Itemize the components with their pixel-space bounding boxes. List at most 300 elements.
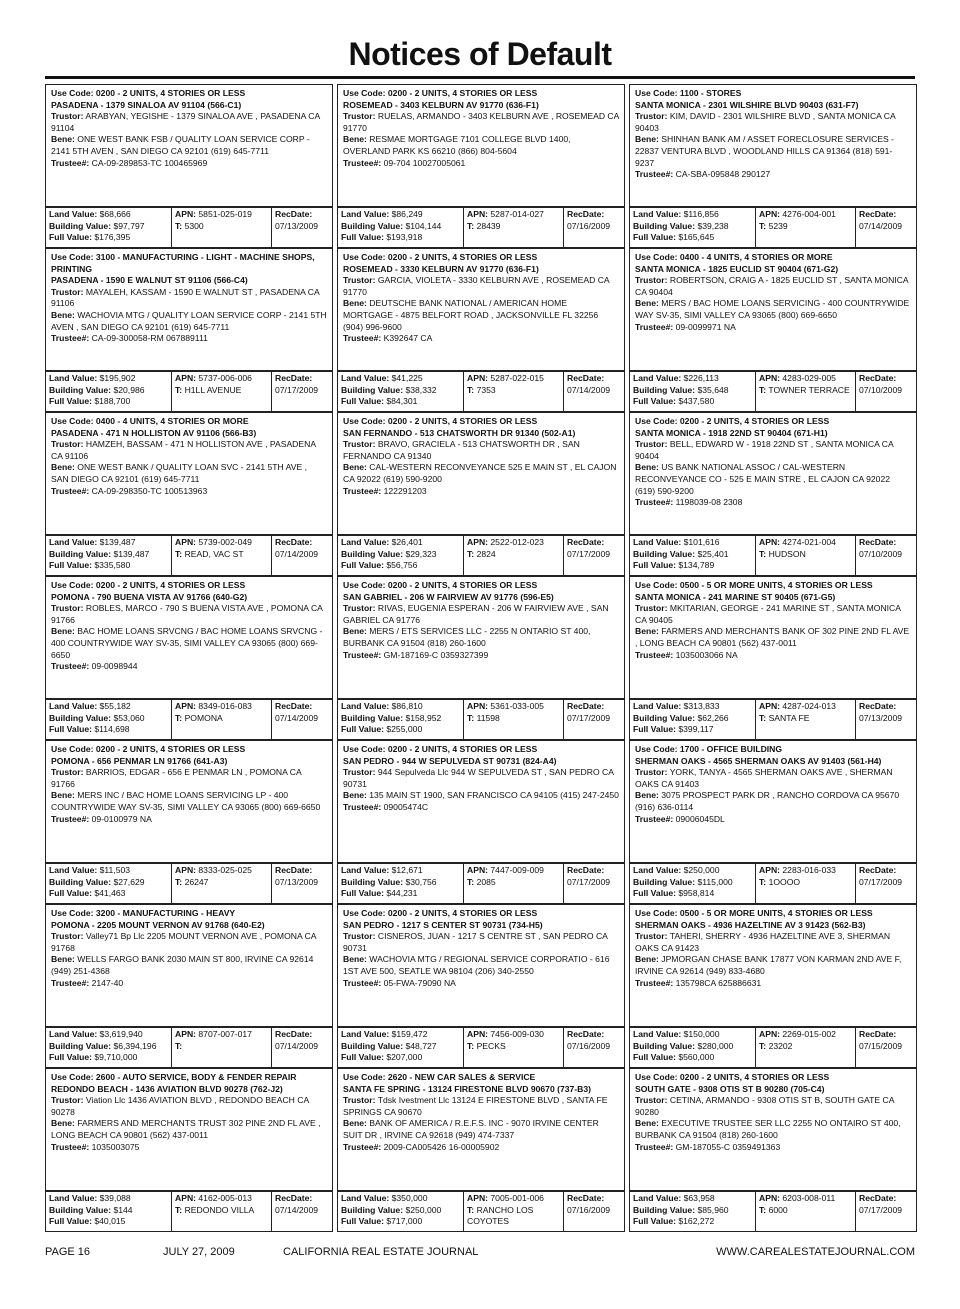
trustor-value: ARABYAN, YEGISHE - 1379 SINALOA AVE , PASADENA CA 91104 <box>51 111 320 133</box>
full-value-value: $207,000 <box>386 1052 423 1063</box>
land-value-value: $86,810 <box>391 701 423 711</box>
full-value-value: $193,918 <box>386 232 423 243</box>
beneficiary-value: BANK OF AMERICA / R.E.F.S. INC - 9070 IRVINE CENTER SUIT DR , IRVINE CA 92618 (949) 474-7337 <box>343 1118 599 1140</box>
trustor-label: Trustor: <box>343 603 376 614</box>
recdate-label: RecDate: <box>567 209 605 219</box>
notice-info <box>337 740 625 863</box>
full-value <box>633 724 752 736</box>
tract-label: T: <box>759 712 767 723</box>
apn-column <box>171 700 271 739</box>
apn <box>175 1029 268 1041</box>
recdate-column <box>563 700 624 739</box>
trustee-number-value: 05-FWA-79090 NA <box>383 977 456 988</box>
notice-card <box>337 1068 625 1232</box>
recdate-column <box>855 1192 916 1231</box>
apn-label: APN: <box>759 865 781 875</box>
beneficiary-value: FARMERS AND MERCHANTS BANK OF 302 PINE 2ND FL AVE , LONG BEACH CA 90801 (562) 437-0011 <box>635 626 910 648</box>
full-value-label: Full Value: <box>633 232 676 243</box>
trustee-number-value: K392647 CA <box>383 333 433 344</box>
full-value <box>49 724 168 736</box>
apn <box>759 1029 852 1041</box>
values-column <box>338 208 463 247</box>
apn-column <box>755 372 855 411</box>
trustor-label: Trustor: <box>51 931 84 942</box>
land-value-value: $86,249 <box>391 209 423 219</box>
land-value-value: $26,401 <box>391 537 423 547</box>
full-value-value: $399,117 <box>678 724 714 735</box>
tract <box>759 385 852 397</box>
trustee-number-label: Trustee#: <box>51 157 90 168</box>
property-address: POMONA - 656 PENMAR LN 91766 (641-A3) <box>51 755 228 766</box>
notice-values <box>45 1027 333 1068</box>
beneficiary <box>635 626 911 649</box>
full-value <box>341 1216 460 1228</box>
trustor-value: RUELAS, ARMANDO - 3403 KELBURN AVE , ROSEMEAD CA 91770 <box>343 111 619 133</box>
building-value <box>341 713 460 725</box>
values-column <box>630 372 755 411</box>
recdate-label: RecDate: <box>275 865 313 875</box>
trustor <box>51 1095 327 1118</box>
full-value-label: Full Value: <box>341 560 384 571</box>
trustor <box>343 931 619 954</box>
values-column <box>630 208 755 247</box>
property-address: SAN PEDRO - 944 W SEPULVEDA ST 90731 (824-A4) <box>343 755 557 766</box>
tract <box>467 1041 560 1053</box>
use-code: Use Code: 1100 - STORES <box>635 88 742 98</box>
beneficiary <box>343 1118 619 1141</box>
building-value <box>49 877 168 889</box>
website-link[interactable]: WWW.CAREALESTATEJOURNAL.COM <box>716 1246 915 1258</box>
tract <box>467 713 560 725</box>
trustee-number-label: Trustee#: <box>635 169 674 180</box>
beneficiary-value: JPMORGAN CHASE BANK 17877 VON KARMAN 2ND AVE F, IRVINE CA 92614 (949) 833-4680 <box>635 954 902 976</box>
apn-column <box>463 1028 563 1067</box>
building-value <box>49 385 168 397</box>
apn-column <box>463 372 563 411</box>
apn <box>175 865 268 877</box>
tract-value: TOWNER TERRACE <box>768 384 850 395</box>
apn-value: 6203-008-011 <box>782 1193 836 1203</box>
land-value-label: Land Value: <box>341 209 390 219</box>
building-value <box>633 549 752 561</box>
trustee-number-label: Trustee#: <box>635 813 674 824</box>
trustor-value: BRAVO, GRACIELA - 513 CHATSWORTH DR , SAN FERNANDO CA 91340 <box>343 439 580 461</box>
full-value-value: $40,015 <box>94 1216 126 1227</box>
full-value-label: Full Value: <box>49 1216 92 1227</box>
land-value-label: Land Value: <box>341 701 390 711</box>
building-value <box>49 221 168 233</box>
tract-value: 6000 <box>768 1204 788 1215</box>
notice-values <box>45 699 333 740</box>
use-code: Use Code: 0200 - 2 UNITS, 4 STORIES OR LESS <box>343 580 538 590</box>
apn-value: 2283-016-033 <box>782 865 836 875</box>
tract-label: T: <box>175 548 183 559</box>
land-value-label: Land Value: <box>49 537 98 547</box>
tract-value: POMONA <box>184 712 223 723</box>
building-value-label: Building Value: <box>633 712 696 723</box>
land-value-label: Land Value: <box>633 865 682 875</box>
land-value-value: $226,113 <box>683 373 719 383</box>
recdate-value: 07/17/2009 <box>567 712 611 723</box>
use-code: Use Code: 0200 - 2 UNITS, 4 STORIES OR LESS <box>635 416 830 426</box>
trustor-label: Trustor: <box>51 1095 84 1106</box>
land-value <box>49 1029 168 1041</box>
recdate-value: 07/17/2009 <box>859 1204 903 1215</box>
land-value-value: $68,666 <box>99 209 131 219</box>
trustor-value: HAMZEH, BASSAM - 471 N HOLLISTON AVE , PASADENA CA 91106 <box>51 439 316 461</box>
full-value-label: Full Value: <box>341 888 384 899</box>
apn-label: APN: <box>467 701 489 711</box>
trustor-value: GARCIA, VIOLETA - 3330 KELBURN AVE , ROSEMEAD CA 91770 <box>343 275 610 297</box>
beneficiary-value: BAC HOME LOANS SRVCNG / BAC HOME LOANS SRVCNG - 400 COUNTRYWIDE WAY SV-35, SIMI VALLEY CA 93065 (800) 669-6650 <box>51 626 323 660</box>
page-number: PAGE 16 <box>45 1246 91 1258</box>
full-value-value: $41,463 <box>94 888 126 899</box>
trustee-number-label: Trustee#: <box>51 1141 90 1152</box>
use-code: Use Code: 0200 - 2 UNITS, 4 STORIES OR LESS <box>343 908 538 918</box>
beneficiary-label: Bene: <box>51 1118 75 1129</box>
tract-label: T: <box>759 1204 767 1215</box>
trustor-label: Trustor: <box>635 931 668 942</box>
notice-info <box>629 412 917 535</box>
apn-label: APN: <box>467 865 489 875</box>
building-value <box>633 1205 752 1217</box>
apn-label: APN: <box>467 1193 489 1203</box>
beneficiary-label: Bene: <box>343 298 367 309</box>
apn-label: APN: <box>759 701 781 711</box>
full-value-label: Full Value: <box>341 396 384 407</box>
land-value <box>341 865 460 877</box>
land-value-label: Land Value: <box>633 701 682 711</box>
beneficiary-label: Bene: <box>343 954 367 965</box>
notice-values <box>45 863 333 904</box>
building-value-label: Building Value: <box>49 220 112 231</box>
recdate-value: 07/17/2009 <box>567 876 611 887</box>
trustor <box>635 439 911 462</box>
trustee-number-value: 1035003075 <box>91 1141 140 1152</box>
beneficiary-value: WACHOVIA MTG / QUALITY LOAN SERVICE CORP - 2141 5TH AVEN , SAN DIEGO CA 92101 (619) 645-7711 <box>51 309 327 332</box>
building-value-value: $6,394,196 <box>113 1040 157 1051</box>
notice-values <box>629 699 917 740</box>
trustor <box>635 1095 911 1118</box>
recdate-value: 07/16/2009 <box>567 1040 611 1051</box>
notice-values <box>45 1191 333 1232</box>
tract-value: HUDSON <box>768 548 806 559</box>
notice-card <box>45 1068 333 1232</box>
property-address: ROSEMEAD - 3403 KELBURN AV 91770 (636-F1) <box>343 99 539 110</box>
tract-label: T: <box>175 876 183 887</box>
use-code: Use Code: 0500 - 5 OR MORE UNITS, 4 STORIES OR LESS <box>635 580 873 590</box>
apn-column <box>463 536 563 575</box>
apn-value: 5851-025-019 <box>198 209 252 219</box>
trustee-number-label: Trustee#: <box>51 485 90 496</box>
trustor-label: Trustor: <box>635 111 668 122</box>
trustor-label: Trustor: <box>51 767 84 778</box>
trustor <box>635 931 911 954</box>
building-value-label: Building Value: <box>633 1204 696 1215</box>
beneficiary-value: EXECUTIVE TRUSTEE SER LLC 2255 NO ONTAIRO ST 400, BURBANK CA 91504 (818) 260-1600 <box>635 1118 901 1140</box>
land-value-label: Land Value: <box>341 865 390 875</box>
apn <box>175 1193 268 1205</box>
values-column <box>46 536 171 575</box>
land-value <box>341 209 460 221</box>
notice-card <box>45 412 333 576</box>
building-value-value: $35,648 <box>697 384 729 395</box>
trustor-value: 944 Sepulveda Llc 944 W SEPULVEDA ST , SAN PEDRO CA 90731 <box>343 767 614 789</box>
land-value-label: Land Value: <box>341 537 390 547</box>
tract-value: REDONDO VILLA <box>184 1204 255 1215</box>
apn-label: APN: <box>467 537 489 547</box>
property-address: SANTA MONICA - 1825 EUCLID ST 90404 (671-G2) <box>635 263 839 274</box>
building-value <box>341 221 460 233</box>
full-value-value: $255,000 <box>386 724 423 735</box>
full-value-value: $162,272 <box>678 1216 715 1227</box>
building-value <box>49 713 168 725</box>
apn-label: APN: <box>467 1029 489 1039</box>
recdate-label: RecDate: <box>275 1193 313 1203</box>
tract-value: 23202 <box>768 1040 793 1051</box>
trustee-number-value: GM-187169-C 0359327399 <box>383 649 489 660</box>
building-value <box>341 549 460 561</box>
beneficiary-value: 3075 PROSPECT PARK DR , RANCHO CORDOVA CA 95670 (916) 636-0114 <box>635 790 900 812</box>
beneficiary <box>635 1118 911 1141</box>
trustee-number-label: Trustee#: <box>635 649 674 660</box>
use-code: Use Code: 0200 - 2 UNITS, 4 STORIES OR LESS <box>51 580 246 590</box>
building-value-label: Building Value: <box>341 876 404 887</box>
recdate-value: 07/14/2009 <box>567 384 611 395</box>
recdate-column <box>271 1192 332 1231</box>
notices-grid <box>45 84 917 1232</box>
apn-column <box>171 1192 271 1231</box>
notice-info <box>337 904 625 1027</box>
recdate-label: RecDate: <box>859 865 897 875</box>
land-value <box>341 701 460 713</box>
building-value-label: Building Value: <box>633 384 696 395</box>
recdate-label: RecDate: <box>275 701 313 711</box>
recdate-value: 07/14/2009 <box>275 1204 319 1215</box>
building-value-value: $25,401 <box>697 548 729 559</box>
full-value-value: $134,789 <box>678 560 715 571</box>
full-value-label: Full Value: <box>633 724 676 735</box>
recdate-column <box>563 1028 624 1067</box>
land-value-value: $350,000 <box>391 1193 428 1203</box>
notice-info <box>45 412 333 535</box>
tract-label: T: <box>467 876 475 887</box>
trustee-number <box>51 486 327 498</box>
land-value-value: $12,671 <box>391 865 423 875</box>
notice-info <box>45 248 333 371</box>
notice-values <box>45 371 333 412</box>
use-code: Use Code: 0200 - 2 UNITS, 4 STORIES OR LESS <box>343 416 538 426</box>
tract <box>175 1041 268 1053</box>
apn-value: 4162-005-013 <box>198 1193 252 1203</box>
land-value-label: Land Value: <box>49 209 98 219</box>
recdate-value: 07/17/2009 <box>275 384 319 395</box>
recdate-column <box>271 536 332 575</box>
recdate-value: 07/15/2009 <box>859 1040 903 1051</box>
full-value-label: Full Value: <box>49 888 92 899</box>
beneficiary <box>343 134 619 157</box>
tract-label: T: <box>175 220 183 231</box>
apn-value: 5739-002-049 <box>198 537 252 547</box>
notice-card <box>629 576 917 740</box>
trustor-value: RIVAS, EUGENIA ESPERAN - 206 W FAIRVIEW AVE , SAN GABRIEL CA 91776 <box>343 603 609 625</box>
apn-label: APN: <box>175 537 197 547</box>
notice-info <box>45 84 333 207</box>
land-value <box>633 537 752 549</box>
trustee-number-value: 2147-40 <box>91 977 124 988</box>
tract <box>175 1205 268 1217</box>
apn-label: APN: <box>467 209 489 219</box>
land-value <box>341 537 460 549</box>
trustee-number <box>635 322 911 334</box>
use-code: Use Code: 0200 - 2 UNITS, 4 STORIES OR LESS <box>343 744 538 754</box>
property-address: REDONDO BEACH - 1436 AVIATION BLVD 90278 (762-J2) <box>51 1083 283 1094</box>
land-value-label: Land Value: <box>633 1193 682 1203</box>
beneficiary-label: Bene: <box>635 298 659 309</box>
tract-value: 5239 <box>768 220 788 231</box>
apn-value: 4283-029-005 <box>782 373 836 383</box>
full-value-label: Full Value: <box>49 724 92 735</box>
apn <box>467 209 560 221</box>
recdate-label: RecDate: <box>859 373 897 383</box>
tract-label: T: <box>175 1040 183 1051</box>
recdate-value: 07/14/2009 <box>275 712 319 723</box>
values-column <box>338 1192 463 1231</box>
recdate-label: RecDate: <box>859 1029 897 1039</box>
trustee-number-value: 09006045DL <box>675 813 725 824</box>
building-value-label: Building Value: <box>633 1040 696 1051</box>
trustor-label: Trustor: <box>343 931 376 942</box>
apn-label: APN: <box>175 209 197 219</box>
full-value <box>633 1052 752 1064</box>
full-value <box>49 1216 168 1228</box>
recdate-label: RecDate: <box>567 537 605 547</box>
apn-value: 4287-024-013 <box>782 701 836 711</box>
full-value <box>49 1052 168 1064</box>
values-column <box>630 536 755 575</box>
apn <box>467 701 560 713</box>
tract <box>467 877 560 889</box>
apn-label: APN: <box>175 701 197 711</box>
land-value-label: Land Value: <box>633 1029 682 1039</box>
tract-value: H1LL AVENUE <box>184 384 242 395</box>
beneficiary-value: ONE WEST BANK / QUALITY LOAN SVC - 2141 5TH AVE , SAN DIEGO CA 92101 (619) 645-7711 <box>51 462 307 484</box>
trustee-number-label: Trustee#: <box>343 333 382 344</box>
full-value-value: $114,698 <box>94 724 130 735</box>
tract-value: PECKS <box>476 1040 506 1051</box>
use-code: Use Code: 0400 - 4 UNITS, 4 STORIES OR MORE <box>635 252 833 262</box>
values-column <box>338 1028 463 1067</box>
tract <box>175 549 268 561</box>
trustee-number <box>343 158 619 170</box>
trustee-number <box>343 650 619 662</box>
beneficiary-label: Bene: <box>343 462 367 473</box>
land-value-value: $139,487 <box>99 537 136 547</box>
building-value <box>49 1205 168 1217</box>
full-value <box>49 232 168 244</box>
land-value <box>341 373 460 385</box>
trustee-number-value: 09-704 10027005061 <box>383 157 466 168</box>
full-value <box>633 232 752 244</box>
land-value <box>49 701 168 713</box>
full-value-value: $44,231 <box>386 888 418 899</box>
trustor <box>51 931 327 954</box>
full-value-label: Full Value: <box>341 232 384 243</box>
beneficiary <box>343 298 619 333</box>
notice-values <box>337 207 625 248</box>
trustor-label: Trustor: <box>51 111 84 122</box>
building-value-value: $158,952 <box>405 712 442 723</box>
full-value-value: $56,756 <box>386 560 418 571</box>
recdate-column <box>855 536 916 575</box>
beneficiary-label: Bene: <box>635 134 659 145</box>
apn-column <box>755 1192 855 1231</box>
notice-info <box>45 1068 333 1191</box>
use-code: Use Code: 2620 - NEW CAR SALES & SERVICE <box>343 1072 536 1082</box>
tract-value: 28439 <box>476 220 501 231</box>
apn-value: 8333-025-025 <box>198 865 252 875</box>
land-value-label: Land Value: <box>49 373 98 383</box>
trustee-number <box>343 1142 619 1154</box>
values-column <box>46 1028 171 1067</box>
beneficiary-label: Bene: <box>343 1118 367 1129</box>
recdate-column <box>271 700 332 739</box>
building-value-value: $30,756 <box>405 876 437 887</box>
beneficiary <box>635 134 911 169</box>
trustee-number-value: CA-09-300058-RM 067889111 <box>91 333 208 344</box>
trustee-number-label: Trustee#: <box>51 977 90 988</box>
trustee-number <box>51 158 327 170</box>
trustor <box>51 603 327 626</box>
apn-column <box>171 864 271 903</box>
tract-label: T: <box>467 384 475 395</box>
apn-label: APN: <box>175 373 197 383</box>
recdate-label: RecDate: <box>275 373 313 383</box>
notice-values <box>45 207 333 248</box>
notice-values <box>629 863 917 904</box>
tract <box>759 877 852 889</box>
beneficiary-label: Bene: <box>51 954 75 965</box>
full-value-value: $335,580 <box>94 560 131 571</box>
trustor <box>51 111 327 134</box>
full-value-value: $560,000 <box>678 1052 715 1063</box>
trustor-label: Trustor: <box>343 767 376 778</box>
recdate-column <box>271 208 332 247</box>
property-address: SANTA MONICA - 241 MARINE ST 90405 (671-G5) <box>635 591 836 602</box>
land-value <box>633 701 752 713</box>
land-value-value: $116,856 <box>683 209 719 219</box>
trustee-number-label: Trustee#: <box>343 1141 382 1152</box>
tract-value: 11598 <box>476 712 500 723</box>
apn <box>175 537 268 549</box>
trustor-value: MAYALEH, KASSAM - 1590 E WALNUT ST , PASADENA CA 91106 <box>51 286 320 309</box>
beneficiary-value: 135 MAIN ST 1900, SAN FRANCISCO CA 94105 (415) 247-2450 <box>369 790 619 801</box>
trustee-number-value: 09-0100979 NA <box>91 813 152 824</box>
full-value <box>49 396 168 408</box>
recdate-value: 07/17/2009 <box>859 876 903 887</box>
use-code: Use Code: 0200 - 2 UNITS, 4 STORIES OR LESS <box>51 88 246 98</box>
building-value-label: Building Value: <box>49 1040 112 1051</box>
full-value-value: $165,645 <box>678 232 715 243</box>
apn-column <box>755 536 855 575</box>
recdate-label: RecDate: <box>859 209 897 219</box>
land-value <box>341 1029 460 1041</box>
recdate-column <box>271 864 332 903</box>
tract-value: 2085 <box>476 876 496 887</box>
trustee-number-label: Trustee#: <box>343 649 382 660</box>
full-value-value: $84,301 <box>386 396 418 407</box>
notice-card <box>629 1068 917 1232</box>
